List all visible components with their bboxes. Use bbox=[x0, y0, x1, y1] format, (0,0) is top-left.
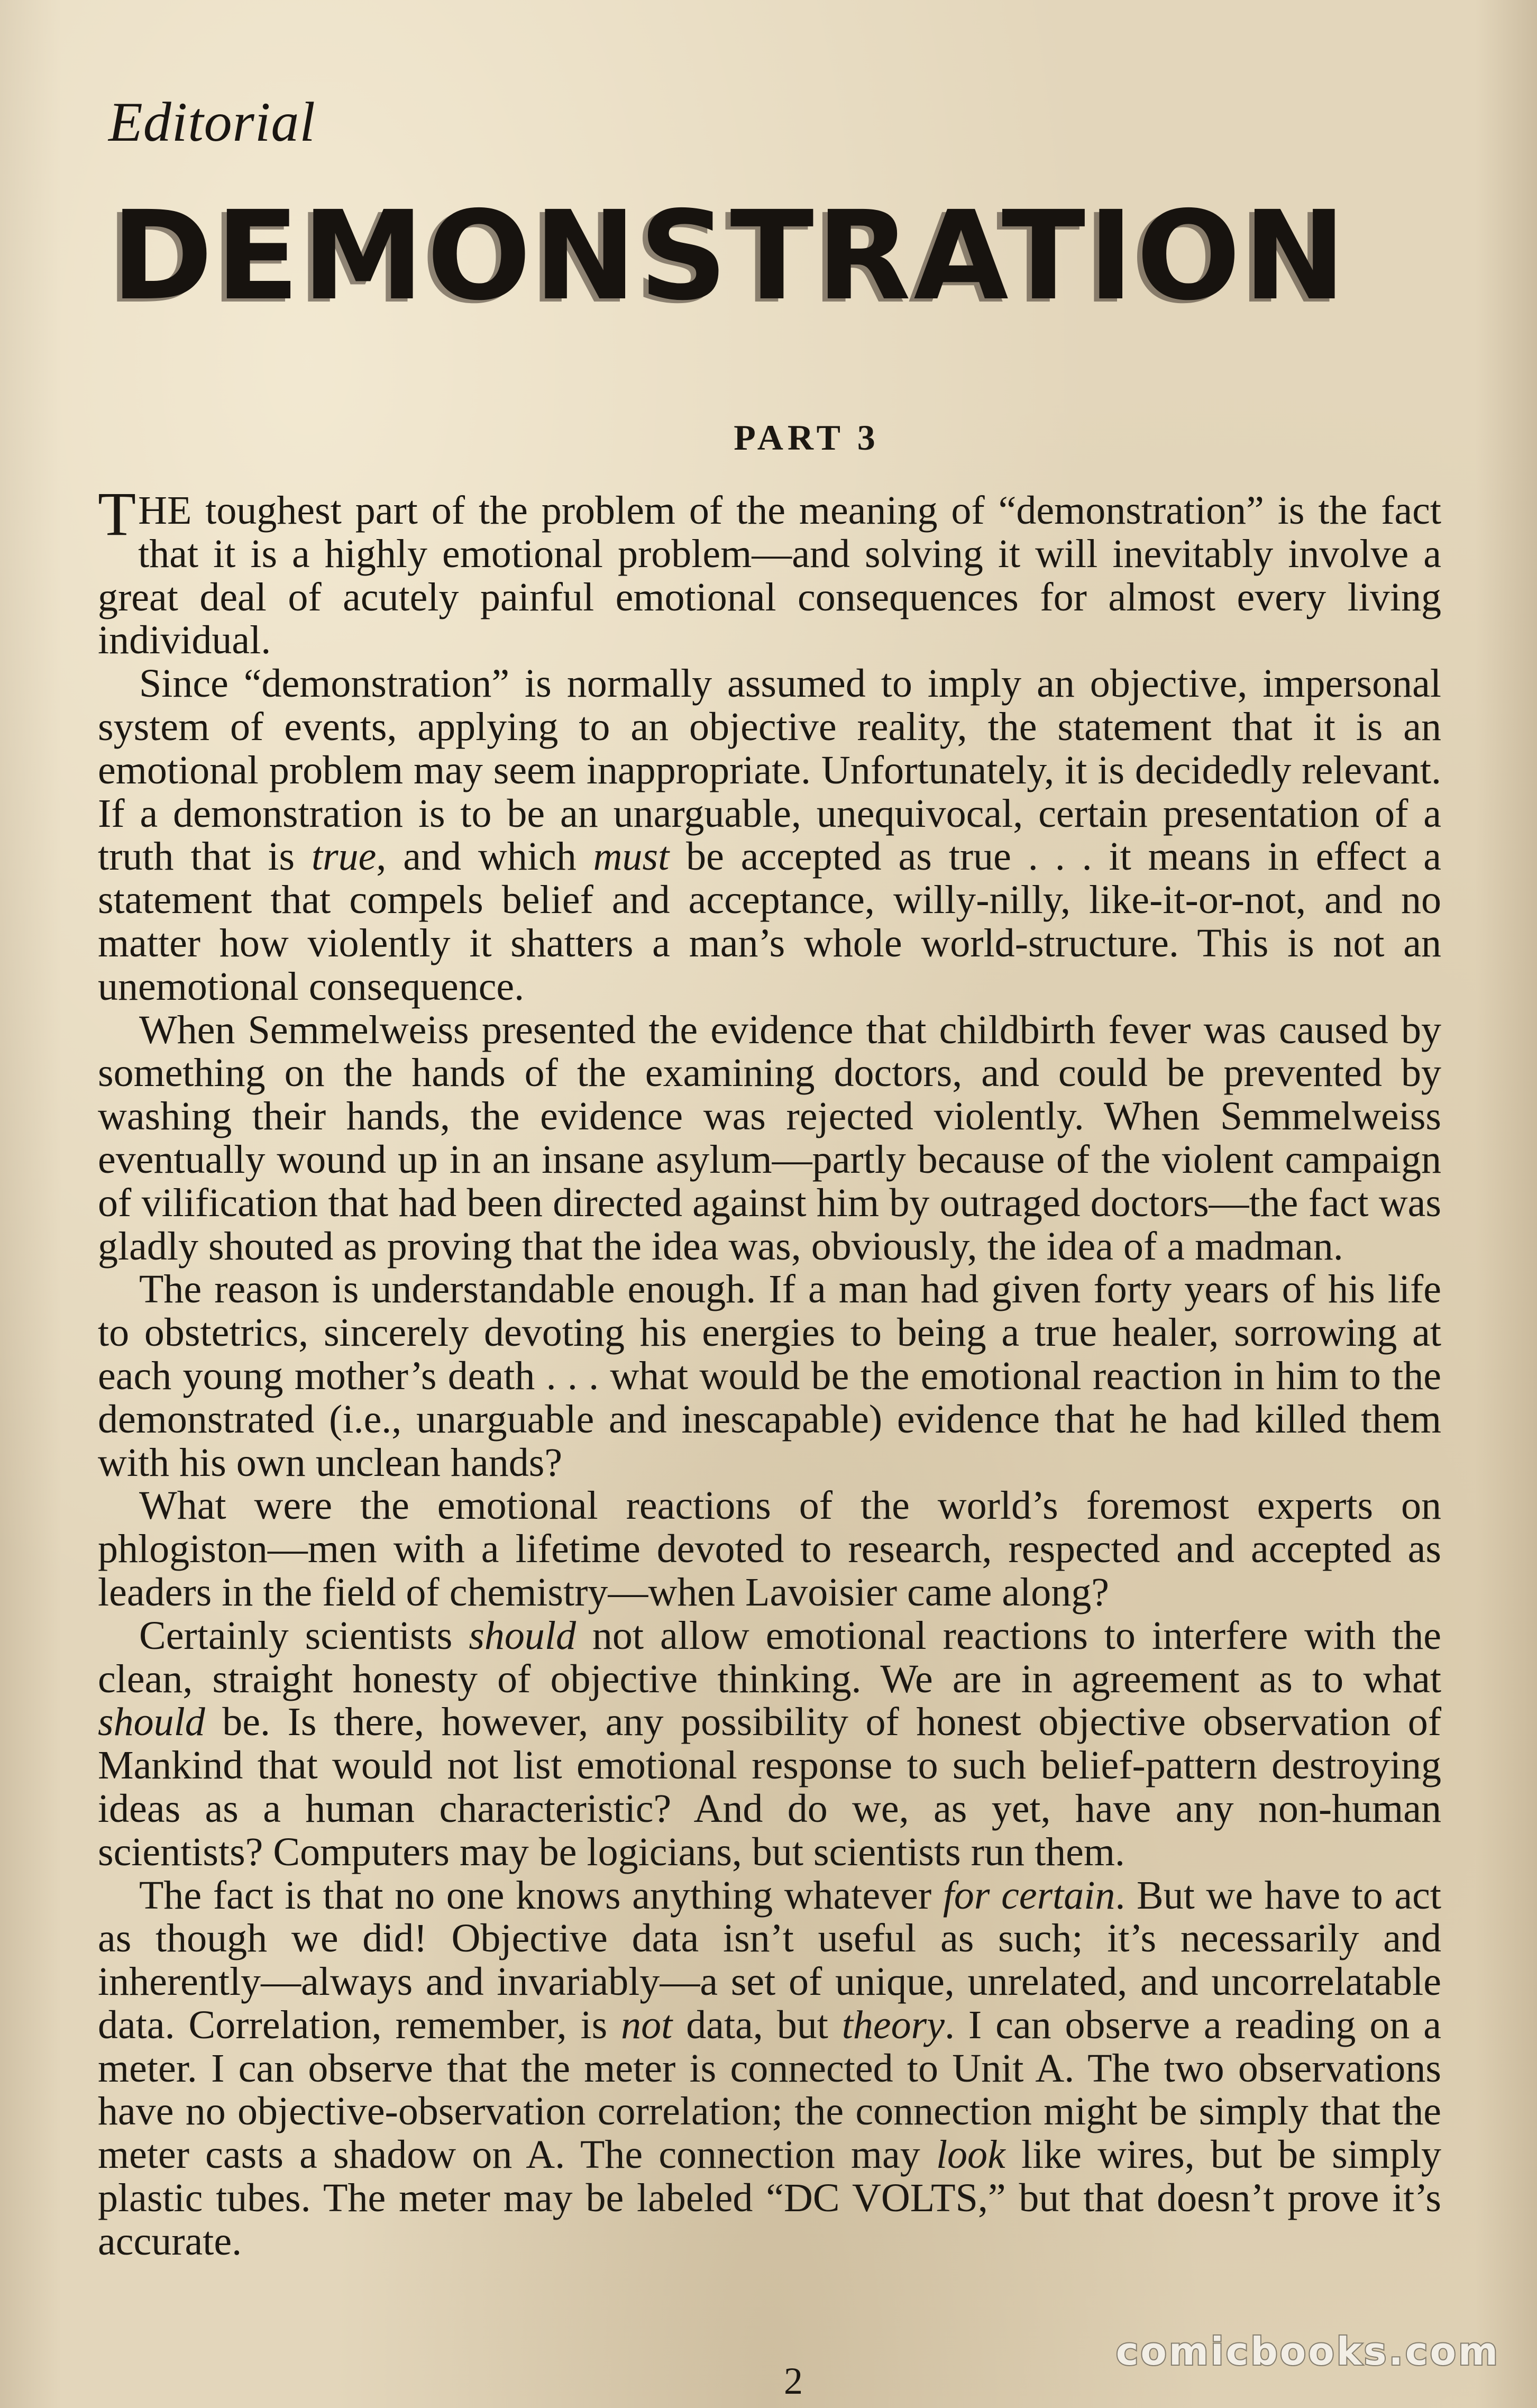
page-title: DEMONSTRATION bbox=[111, 185, 1349, 327]
article-body bbox=[98, 479, 1441, 2264]
italic-run: true bbox=[311, 834, 377, 879]
text-run: Certainly scientists bbox=[139, 1613, 469, 1658]
text-run: Since “demonstration” is normally assumed to imply an objective, impersonal system of events, applying to an objective reality, the statement that it is an emotional problem may seem inappropriate. Unfortunately, it is decidedly relevant. If a demonstration is to be an unarguable, unequivocal, certain presentation of a truth that is bbox=[98, 661, 1441, 879]
article-paragraph bbox=[98, 479, 1441, 663]
italic-run: theory bbox=[841, 2002, 945, 2047]
article-paragraph bbox=[98, 1268, 1441, 1484]
text-run: , and which bbox=[376, 834, 593, 879]
italic-run: should bbox=[469, 1613, 577, 1658]
watermark: comicbooks.com bbox=[1115, 2329, 1500, 2374]
article-paragraph bbox=[98, 1615, 1441, 1874]
drop-cap: T bbox=[98, 479, 136, 549]
text-run: be accepted as true . . . it means in effect a statement that compels belief and acceptance, willy-nilly, like-it-or-not, and no matter how violently it shatters a man’s whole world-structure. This is not an unemotional consequence. bbox=[98, 834, 1441, 1009]
italic-run: should bbox=[98, 1700, 205, 1745]
text-run: be. Is there, however, any possibility of honest objective observation of Mankind that would not list emotional response to such belief-pattern destroying ideas as a human characteristic? And do we, as yet, have any non-human scientists? Computers may be logicians, but scientists run them. bbox=[98, 1700, 1441, 1874]
text-run: not allow emotional reactions to interfere with the clean, straight honesty of objective thinking. We are in agreement as to what bbox=[98, 1613, 1441, 1701]
italic-run: for certain bbox=[943, 1873, 1115, 1918]
part-label: PART 3 bbox=[734, 417, 880, 458]
text-run: The reason is understandable enough. If a man had given forty years of his life to obstetrics, sincerely devoting his energies to being a true healer, sorrowing at each young mother’s death . . . what would be the emotional reaction in him to the demonstrated (i.e., unarguable and inescapable) evidence that he had killed them with his own unclean hands? bbox=[98, 1267, 1441, 1485]
article-paragraph bbox=[98, 662, 1441, 1008]
section-kicker: Editorial bbox=[108, 91, 316, 153]
text-run: . But we have to act as though we did! Objective data isn’t useful as such; it’s necessarily and inherently—always and invariably—a set of unique, unrelated, and uncorrelatable data. Correlation, remember, is bbox=[98, 1873, 1441, 2047]
text-run: like wires, but be simply plastic tubes. The meter may be labeled “DC VOLTS,” but that doesn’t prove it’s accurate. bbox=[98, 2132, 1441, 2264]
article-paragraph bbox=[98, 1009, 1441, 1269]
italic-run: must bbox=[593, 834, 670, 879]
page-number: 2 bbox=[784, 2360, 803, 2402]
text-run: When Semmelweiss presented the evidence that childbirth fever was caused by something on the hands of the examining doctors, and could be prevented by washing their hands, the evidence was rejected violently. When Semmelweiss eventually wound up in an insane asylum—partly because of the violent campaign of vilification that had been directed against him by outraged doctors—the fact was gladly shouted as proving that the idea was, obviously, the idea of a madman. bbox=[98, 1007, 1441, 1269]
text-run: HE toughest part of the problem of the meaning of “demonstration” is the fact that it is a highly emotional problem—and solving it will inevitably involve a great deal of acutely painful emotional consequences for almost every living individual. bbox=[98, 488, 1441, 663]
italic-run: not bbox=[621, 2002, 673, 2047]
text-run: What were the emotional reactions of the world’s foremost experts on phlogiston—men with a lifetime devoted to research, respected and accepted as leaders in the field of chemistry—when Lavoisier came along? bbox=[98, 1483, 1441, 1615]
text-run: data, but bbox=[672, 2002, 842, 2047]
italic-run: look bbox=[936, 2132, 1005, 2177]
text-run: The fact is that no one knows anything whatever bbox=[139, 1873, 943, 1918]
article-paragraph bbox=[98, 1874, 1441, 2264]
text-run: . I can observe a reading on a meter. I can observe that the meter is connected to Unit A. The two observations have no objective-observation correlation; the connection might be simply that the meter casts a shadow on A. The connection may bbox=[98, 2002, 1441, 2177]
article-paragraph bbox=[98, 1484, 1441, 1614]
